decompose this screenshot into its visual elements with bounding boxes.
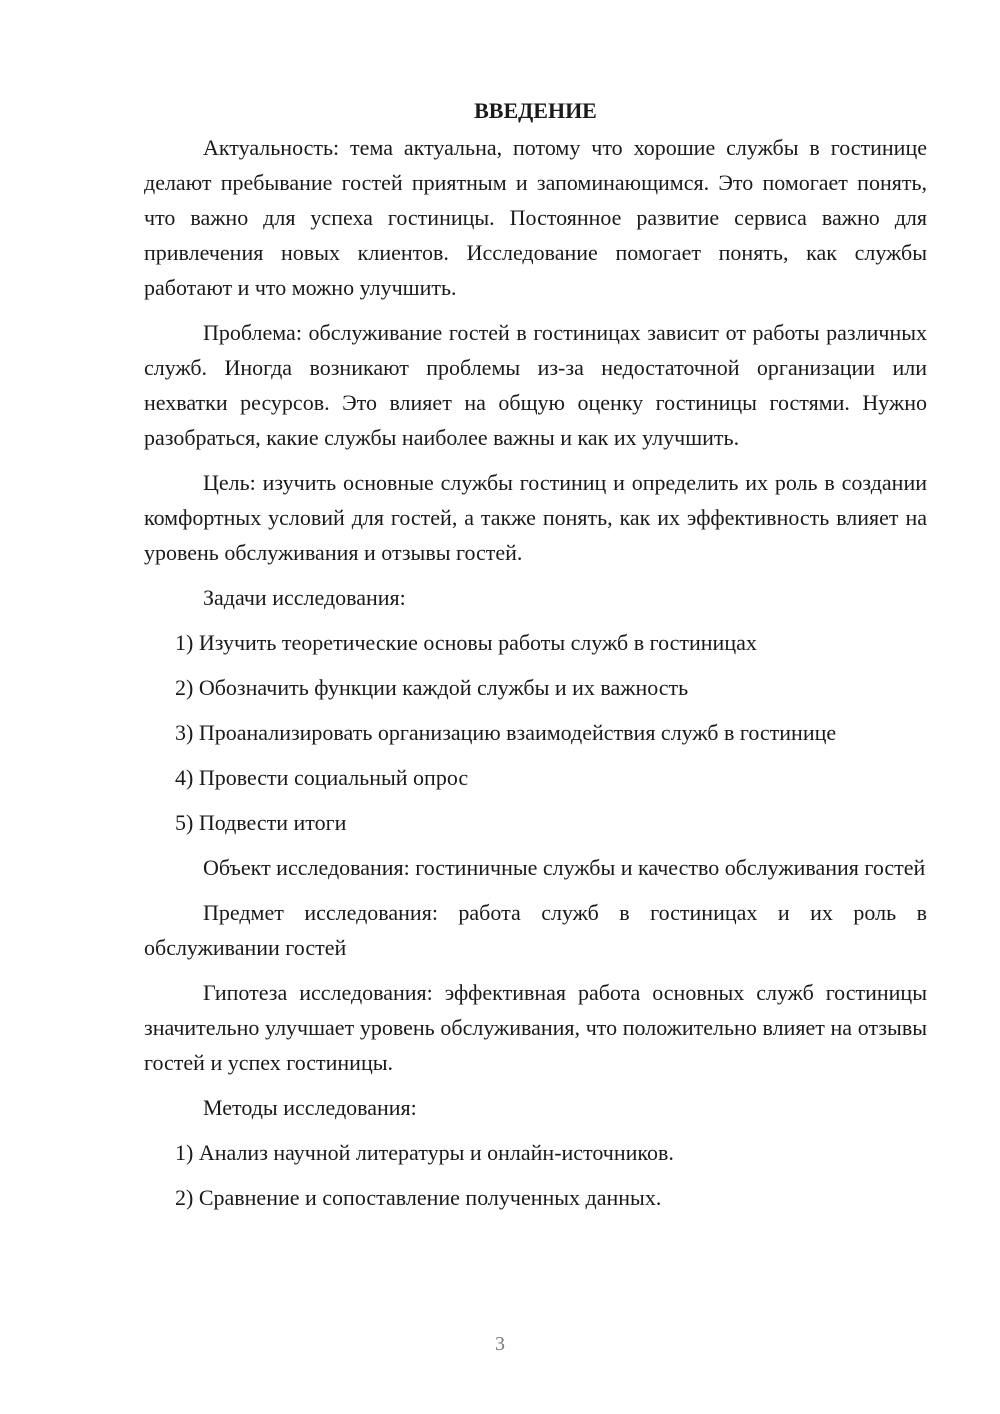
page-number: 3 [495, 1333, 505, 1355]
list-item: 4) Провести социальный опрос [175, 765, 469, 790]
methods-list [144, 1135, 927, 1215]
tasks-heading: Задачи исследования: [203, 585, 406, 610]
hypothesis-paragraph: Гипотеза исследования: эффективная работа основных служб гостиницы значительно улучшает уровень обслуживания, что положительно влияет на отзывы гостей и успех гостиницы. [144, 980, 927, 1075]
document-page [144, 93, 927, 1225]
list-item: 5) Подвести итоги [175, 810, 347, 835]
methods-heading: Методы исследования: [203, 1095, 417, 1120]
list-item: 1) Анализ научной литературы и онлайн-источников. [175, 1140, 674, 1165]
relevance-paragraph: Актуальность: тема актуальна, потому что хорошие службы в гостинице делают пребывание гостей приятным и запоминающимся. Это помогает понять, что важно для успеха гостиницы. Постоянное развитие сервиса важно для привлечения новых клиентов. Исследование помогает понять, как службы работают и что можно улучшить. [144, 135, 927, 300]
list-item: 3) Проанализировать организацию взаимодействия служб в гостинице [175, 720, 837, 745]
list-item: 2) Сравнение и сопоставление полученных данных. [175, 1185, 662, 1210]
object-paragraph: Объект исследования: гостиничные службы и качество обслуживания гостей [203, 855, 926, 880]
list-item: 1) Изучить теоретические основы работы служб в гостиницах [175, 630, 757, 655]
tasks-list [144, 625, 927, 840]
list-item: 2) Обозначить функции каждой службы и их важность [175, 675, 689, 700]
page-title: ВВЕДЕНИЕ [474, 98, 597, 123]
goal-paragraph: Цель: изучить основные службы гостиниц и определить их роль в создании комфортных условий для гостей, а также понять, как их эффективность влияет на уровень обслуживания и отзывы гостей. [144, 470, 927, 565]
subject-paragraph: Предмет исследования: работа служб в гостиницах и их роль в обслуживании гостей [144, 900, 927, 960]
problem-paragraph: Проблема: обслуживание гостей в гостиницах зависит от работы различных служб. Иногда возникают проблемы из-за недостаточной организации или нехватки ресурсов. Это влияет на общую оценку гостиницы гостями. Нужно разобраться, какие службы наиболее важны и как их улучшить. [144, 320, 927, 450]
